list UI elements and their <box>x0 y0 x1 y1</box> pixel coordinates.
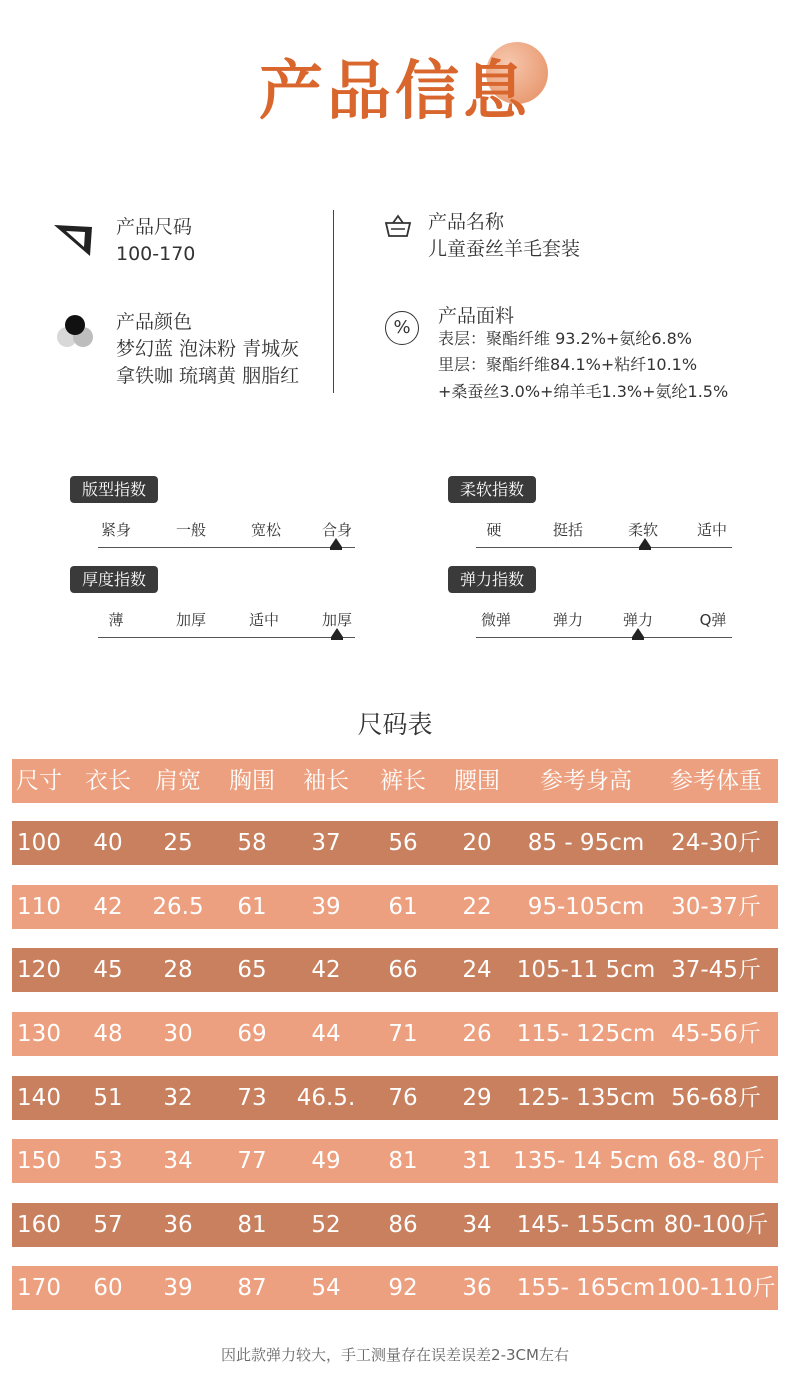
thickness-option-1: 薄 <box>108 611 124 629</box>
table-cell: 87 <box>237 1275 267 1301</box>
fabric-line-1: 表层：聚酯纤维 93.2%+氨纶6.8% <box>438 329 692 348</box>
table-cell: 73 <box>237 1085 267 1111</box>
table-cell: 46.5. <box>296 1085 356 1111</box>
softness-option-1: 硬 <box>486 521 502 539</box>
table-header <box>12 759 778 803</box>
table-cell: 105-11 5cm <box>516 957 656 983</box>
table-cell: 34 <box>462 1212 492 1238</box>
thickness-scale-line <box>98 637 355 638</box>
table-cell: 81 <box>237 1212 267 1238</box>
name-label: 产品名称 <box>428 211 505 233</box>
header-cell: 袖长 <box>303 768 349 794</box>
thickness-option-3: 适中 <box>248 611 280 629</box>
header-cell: 参考体重 <box>670 768 762 794</box>
header-cell: 参考身高 <box>540 768 632 794</box>
fabric-line-3: +桑蚕丝3.0%+绵羊毛1.3%+氨纶1.5% <box>438 382 729 401</box>
table-cell: 95-105cm <box>527 894 645 920</box>
table-cell: 36 <box>462 1275 492 1301</box>
table-cell: 42 <box>93 894 123 920</box>
page-title: 产品信息 <box>259 55 531 129</box>
table-cell: 68- 80斤 <box>667 1148 765 1174</box>
table-cell: 100-110斤 <box>656 1275 776 1301</box>
table-cell: 22 <box>462 894 492 920</box>
table-cell: 58 <box>237 830 267 856</box>
info-divider <box>333 210 334 393</box>
table-cell: 34 <box>163 1148 193 1174</box>
fabric-label: 产品面料 <box>438 305 515 327</box>
footer-note: 因此款弹力较大，手工测量存在误差误差2-3CM左右 <box>221 1346 569 1364</box>
thickness-option-2: 加厚 <box>175 611 207 629</box>
elasticity-option-4: Q弹 <box>699 611 727 629</box>
table-cell: 31 <box>462 1148 492 1174</box>
table-cell: 100 <box>17 830 61 856</box>
fit-option-1: 紧身 <box>100 521 132 539</box>
table-cell: 26.5 <box>152 894 204 920</box>
thickness-option-4: 加厚 <box>321 611 353 629</box>
table-cell: 71 <box>388 1021 418 1047</box>
table-cell: 130 <box>17 1021 61 1047</box>
table-cell: 28 <box>163 957 193 983</box>
table-cell: 37 <box>311 830 341 856</box>
elasticity-option-3: 弹力 <box>622 611 654 629</box>
table-cell: 39 <box>163 1275 193 1301</box>
color-line-2: 拿铁咖 琉璃黄 胭脂红 <box>116 365 300 387</box>
table-cell: 56-68斤 <box>671 1085 761 1111</box>
header-cell: 肩宽 <box>155 768 201 794</box>
table-cell: 77 <box>237 1148 267 1174</box>
table-cell: 115- 125cm <box>516 1021 656 1047</box>
table-row <box>12 885 778 929</box>
table-cell: 145- 155cm <box>516 1212 656 1238</box>
softness-scale-line <box>476 547 732 548</box>
color-circles-icon <box>56 313 96 351</box>
table-cell: 26 <box>462 1021 492 1047</box>
table-cell: 40 <box>93 830 123 856</box>
color-line-1: 梦幻蓝 泡沫粉 青城灰 <box>116 338 300 360</box>
header-cell: 腰围 <box>454 768 500 794</box>
table-cell: 45 <box>93 957 123 983</box>
header-cell: 尺寸 <box>16 768 62 794</box>
elasticity-option-1: 微弹 <box>480 611 512 629</box>
table-cell: 57 <box>93 1212 123 1238</box>
softness-option-2: 挺括 <box>552 521 584 539</box>
table-cell: 48 <box>93 1021 123 1047</box>
softness-index-title: 柔软指数 <box>448 476 536 503</box>
table-cell: 51 <box>93 1085 123 1111</box>
table-cell: 54 <box>311 1275 341 1301</box>
table-cell: 24 <box>462 957 492 983</box>
table-cell: 76 <box>388 1085 418 1111</box>
size-table-title: 尺码表 <box>357 710 433 739</box>
table-cell: 86 <box>388 1212 418 1238</box>
table-cell: 61 <box>388 894 418 920</box>
table-cell: 85 - 95cm <box>527 830 645 856</box>
table-cell: 69 <box>237 1021 267 1047</box>
table-cell: 160 <box>17 1212 61 1238</box>
softness-option-3: 柔软 <box>627 521 659 539</box>
table-cell: 56 <box>388 830 418 856</box>
table-cell: 29 <box>462 1085 492 1111</box>
table-row <box>12 1012 778 1056</box>
table-cell: 45-56斤 <box>671 1021 761 1047</box>
table-cell: 25 <box>163 830 193 856</box>
fit-scale-marker <box>330 538 342 547</box>
table-cell: 155- 165cm <box>516 1275 656 1301</box>
table-cell: 125- 135cm <box>516 1085 656 1111</box>
elasticity-scale-marker <box>632 628 644 637</box>
elasticity-option-2: 弹力 <box>552 611 584 629</box>
table-cell: 81 <box>388 1148 418 1174</box>
table-cell: 60 <box>93 1275 123 1301</box>
fit-scale-line <box>98 547 355 548</box>
table-cell: 32 <box>163 1085 193 1111</box>
table-cell: 140 <box>17 1085 61 1111</box>
thickness-index-title: 厚度指数 <box>70 566 158 593</box>
table-cell: 92 <box>388 1275 418 1301</box>
table-cell: 110 <box>17 894 61 920</box>
table-row <box>12 821 778 865</box>
table-cell: 20 <box>462 830 492 856</box>
elasticity-scale-line <box>476 637 732 638</box>
table-cell: 120 <box>17 957 61 983</box>
fit-option-4: 合身 <box>321 521 353 539</box>
basket-icon <box>384 213 412 239</box>
table-cell: 24-30斤 <box>671 830 761 856</box>
table-cell: 30 <box>163 1021 193 1047</box>
fit-option-3: 宽松 <box>250 521 282 539</box>
set-square-icon <box>52 222 94 258</box>
fabric-line-2: 里层：聚酯纤维84.1%+粘纤10.1% <box>438 355 698 374</box>
elasticity-index-title: 弹力指数 <box>448 566 536 593</box>
table-cell: 66 <box>388 957 418 983</box>
fit-option-2: 一般 <box>175 521 207 539</box>
table-row <box>12 1266 778 1310</box>
softness-scale-marker <box>639 538 651 547</box>
table-row <box>12 1076 778 1120</box>
table-cell: 150 <box>17 1148 61 1174</box>
size-label: 产品尺码 <box>116 216 193 238</box>
header-cell: 胸围 <box>229 768 275 794</box>
table-cell: 52 <box>311 1212 341 1238</box>
table-cell: 49 <box>311 1148 341 1174</box>
table-cell: 42 <box>311 957 341 983</box>
table-cell: 37-45斤 <box>671 957 761 983</box>
table-row <box>12 1139 778 1183</box>
table-row <box>12 1203 778 1247</box>
table-cell: 61 <box>237 894 267 920</box>
table-cell: 80-100斤 <box>663 1212 769 1238</box>
table-cell: 135- 14 5cm <box>513 1148 659 1174</box>
table-cell: 170 <box>17 1275 61 1301</box>
thickness-scale-marker <box>331 628 343 637</box>
table-cell: 30-37斤 <box>671 894 761 920</box>
fit-index-title: 版型指数 <box>70 476 158 503</box>
table-cell: 36 <box>163 1212 193 1238</box>
table-cell: 44 <box>311 1021 341 1047</box>
name-value: 儿童蚕丝羊毛套装 <box>428 238 581 260</box>
table-cell: 39 <box>311 894 341 920</box>
header-cell: 衣长 <box>85 768 131 794</box>
header-cell: 裤长 <box>380 768 426 794</box>
table-cell: 53 <box>93 1148 123 1174</box>
size-value: 100-170 <box>116 243 196 265</box>
table-cell: 65 <box>237 957 267 983</box>
softness-option-4: 适中 <box>696 521 728 539</box>
table-row <box>12 948 778 992</box>
percent-circle-icon: % <box>385 311 419 345</box>
color-label: 产品颜色 <box>116 311 193 333</box>
